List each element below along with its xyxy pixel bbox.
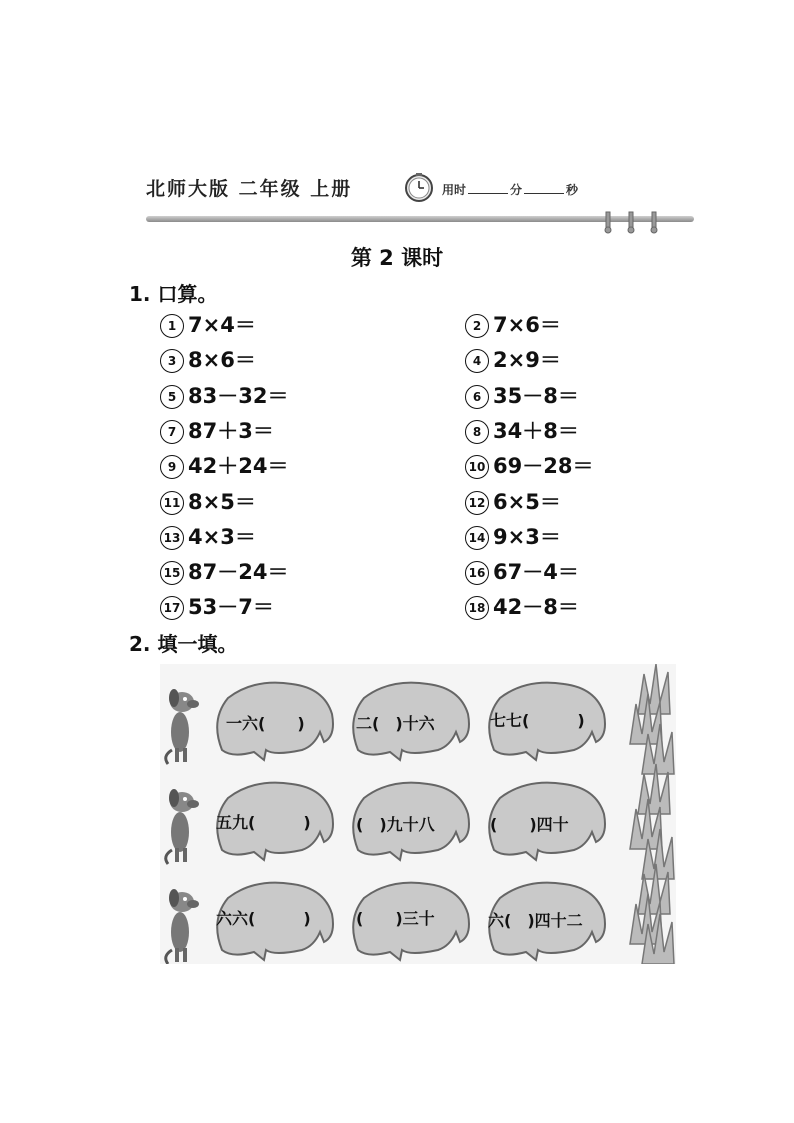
- problem-expression[interactable]: 69－28＝: [493, 454, 594, 479]
- problem-9: [160, 452, 288, 480]
- problem-7: [160, 417, 274, 445]
- problem-expression[interactable]: 2×9＝: [493, 348, 561, 373]
- problem-expression[interactable]: 4×3＝: [188, 524, 256, 549]
- problem-number: 4: [465, 349, 489, 373]
- problem-18: [465, 593, 579, 621]
- problem-expression[interactable]: 7×6＝: [493, 313, 561, 337]
- problem-expression[interactable]: 42－8＝: [493, 595, 579, 620]
- problem-number: 18: [465, 596, 489, 620]
- section2-title: 2. 填一填。: [129, 632, 238, 656]
- problem-number: 7: [160, 420, 184, 444]
- problem-3: [160, 346, 256, 374]
- section1-title: 1. 口算。: [129, 282, 218, 306]
- lesson-title: 第 2 课时: [350, 246, 444, 270]
- problem-number: 15: [160, 561, 184, 585]
- problem-number: 5: [160, 385, 184, 409]
- problem-number: 6: [465, 385, 489, 409]
- minute-label: 分: [510, 183, 523, 197]
- problem-expression[interactable]: 42＋24＝: [188, 454, 289, 479]
- problem-number: 1: [160, 314, 184, 338]
- clock-icon: [404, 172, 434, 202]
- minutes-blank[interactable]: [468, 183, 508, 194]
- problem-number: 17: [160, 596, 184, 620]
- problem-number: 9: [160, 455, 184, 479]
- second-label: 秒: [566, 183, 579, 197]
- problem-expression[interactable]: 53－7＝: [188, 595, 274, 620]
- problem-expression[interactable]: 8×5＝: [188, 489, 256, 514]
- problem-8: [465, 417, 579, 445]
- problem-expression[interactable]: 87－24＝: [188, 560, 289, 585]
- problem-15: [160, 558, 288, 586]
- fill-item-1[interactable]: 一六( ): [226, 714, 305, 733]
- problem-14: [465, 523, 561, 551]
- binder-pins-icon: [598, 210, 668, 234]
- fill-item-7[interactable]: 六六( ): [216, 909, 311, 928]
- problem-number: 8: [465, 420, 489, 444]
- problem-17: [160, 593, 274, 621]
- problem-5: [160, 382, 288, 410]
- problem-number: 10: [465, 455, 489, 479]
- seconds-blank[interactable]: [524, 183, 564, 194]
- problem-expression[interactable]: 7×4＝: [188, 313, 256, 337]
- problem-number: 11: [160, 491, 184, 515]
- problem-number: 3: [160, 349, 184, 373]
- fill-item-5[interactable]: ( )九十八: [356, 815, 435, 834]
- problem-number: 13: [160, 526, 184, 550]
- problem-number: 16: [465, 561, 489, 585]
- fill-in-illustration: [160, 664, 676, 964]
- problem-6: [465, 382, 579, 410]
- problem-number: 2: [465, 314, 489, 338]
- time-used-label: 用时: [442, 183, 467, 197]
- problem-1: [160, 311, 256, 339]
- problem-10: [465, 452, 593, 480]
- problem-expression[interactable]: 67－4＝: [493, 560, 579, 585]
- problem-12: [465, 488, 561, 516]
- time-used-line: [442, 181, 578, 198]
- fill-item-6[interactable]: ( )四十: [490, 815, 569, 834]
- page-header: [146, 172, 696, 212]
- problem-expression[interactable]: 87＋3＝: [188, 418, 274, 443]
- problem-expression[interactable]: 8×6＝: [188, 348, 256, 373]
- problem-expression[interactable]: 9×3＝: [493, 524, 561, 549]
- problem-16: [465, 558, 579, 586]
- fill-item-3[interactable]: 七七( ): [490, 711, 585, 730]
- problem-13: [160, 523, 256, 551]
- problem-number: 14: [465, 526, 489, 550]
- problem-expression[interactable]: 34＋8＝: [493, 418, 579, 443]
- problem-number: 12: [465, 491, 489, 515]
- fill-item-9[interactable]: 六( )四十二: [488, 911, 583, 930]
- fill-item-2[interactable]: 二( )十六: [356, 714, 435, 733]
- problem-expression[interactable]: 6×5＝: [493, 489, 561, 514]
- textbook-edition: 北师大版 二年级 上册: [146, 178, 353, 200]
- fill-item-8[interactable]: ( )三十: [356, 909, 435, 928]
- problem-expression[interactable]: 83－32＝: [188, 383, 289, 408]
- fill-item-4[interactable]: 五九( ): [216, 813, 311, 832]
- problem-expression[interactable]: 35－8＝: [493, 383, 579, 408]
- problem-4: [465, 346, 561, 374]
- problem-11: [160, 488, 256, 516]
- problem-2: [465, 311, 561, 339]
